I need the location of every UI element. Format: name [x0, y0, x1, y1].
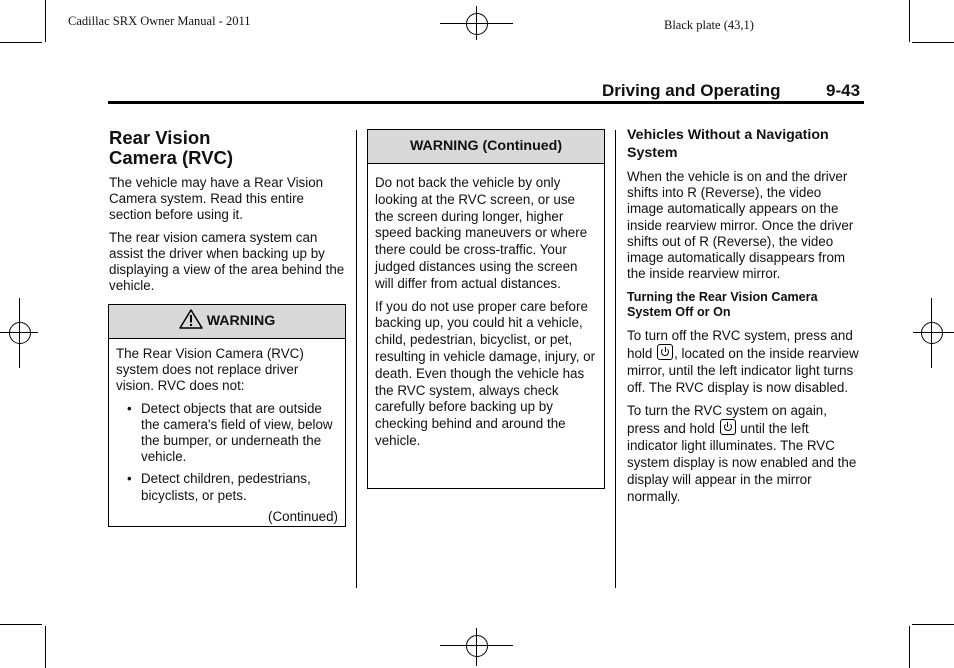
- warning-continued-box: [367, 129, 605, 489]
- crop-mark: [0, 624, 42, 625]
- crop-mark: [45, 0, 46, 42]
- warning-text: The Rear Vision Camera (RVC) system does not replace driver vision. RVC does not:: [116, 346, 304, 394]
- warning-bullet: • Detect children, pedestrians, bicyclists, or pets.: [116, 471, 338, 503]
- print-header-left: Cadillac SRX Owner Manual - 2011: [68, 14, 251, 28]
- column-divider: [356, 130, 357, 588]
- running-head-section: Driving and Operating: [602, 81, 781, 100]
- header-rule: [108, 101, 864, 104]
- crop-mark: [912, 624, 954, 625]
- column-1: [109, 128, 349, 300]
- rvc-on-paragraph: To turn the RVC system on again, press and hold until the left indicator light illuminates. The RVC system display is now enabled and the display will appear in the mirror normally.: [627, 403, 857, 505]
- section-title: [109, 128, 349, 168]
- warning-continued: (Continued): [268, 508, 338, 524]
- crop-mark: [45, 626, 46, 668]
- warning-header: [109, 305, 345, 339]
- warning-heading: WARNING: [206, 313, 276, 329]
- column-3: [627, 127, 859, 511]
- nav-description-paragraph: When the vehicle is on and the driver shifts into R (Reverse), the video image automatically appears on the inside rearview mirror. Once the driver shifts out of R (Reverse), the video image automatically disappears from the inside rearview mirror.: [627, 169, 854, 282]
- intro-paragraph: The vehicle may have a Rear Vision Camera system. Read this entire section before using it.: [109, 175, 324, 223]
- rvc-button-icon: [657, 344, 673, 360]
- section-title-line2: Camera (RVC): [109, 147, 234, 168]
- crop-mark: [909, 0, 910, 42]
- section-title-line1: Rear Vision: [109, 127, 211, 148]
- running-head-page-number: 9-43: [826, 81, 861, 100]
- column-divider: [615, 130, 616, 588]
- nav-section-heading: Vehicles Without a Navigation System: [627, 127, 829, 161]
- warning-bullet: • Detect objects that are outside the camera's field of view, below the bumper, or underneath the vehicle.: [116, 401, 338, 466]
- warning-box: [108, 304, 346, 527]
- warning-triangle-icon: [179, 309, 203, 329]
- warning-continued-header: WARNING (Continued): [368, 130, 604, 164]
- crop-mark: [909, 626, 910, 668]
- rvc-description-paragraph: The rear vision camera system can assist the driver when backing up by displaying a view of the area behind the vehicle.: [109, 229, 345, 294]
- rvc-toggle-subheading: Turning the Rear Vision Camera System Off or On: [627, 290, 818, 320]
- print-header-right: Black plate (43,1): [664, 18, 754, 32]
- warning-care-paragraph: If you do not use proper care before backing up, you could hit a vehicle, child, pedestrian, bicyclist, or pet, resulting in vehicle damage, injury, or death. Even though the vehicle has the RVC system, always check carefully before backing up by checking behind and around the vehicle.: [375, 298, 596, 448]
- warning-continued-body: [368, 164, 604, 460]
- crop-mark: [0, 42, 42, 43]
- warning-backing-paragraph: Do not back the vehicle by only looking at the RVC screen, or use the screen during longer, higher speed backing maneuvers or where there could be cross-traffic. Your judged distances using the screen will differ from actual distances.: [375, 175, 588, 291]
- crop-mark: [912, 42, 954, 43]
- warning-bullet-list: [116, 401, 338, 504]
- rvc-button-icon: [720, 419, 736, 435]
- warning-body: [109, 339, 345, 529]
- rvc-off-paragraph: To turn off the RVC system, press and hold , located on the inside rearview mirror, until the left indicator light turns off. The RVC display is now disabled.: [627, 328, 859, 396]
